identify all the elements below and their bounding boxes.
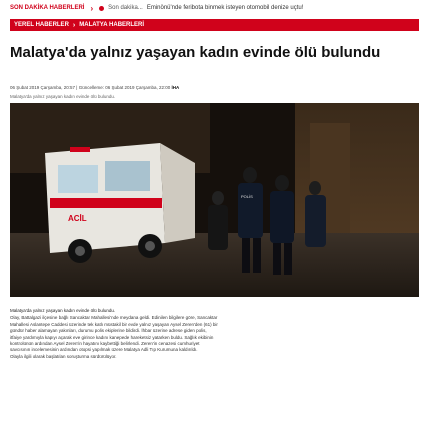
article-photo bbox=[10, 103, 419, 297]
article-line: Olay, Battalgazi ilçesine bağlı Sancaktar Mahallesi'nde meydana geldi. Edinilen bilgilere göre, Sancaktar bbox=[10, 315, 218, 321]
article-source: İHA bbox=[171, 85, 180, 90]
article-lead: Malatya'da yalnız yaşayan kadın evinde ölü bulundu. bbox=[10, 308, 116, 313]
bullet-icon bbox=[99, 6, 104, 11]
article-title: Malatya'da yalnız yaşayan kadın evinde ölü bulundu bbox=[10, 44, 381, 61]
ticker-headline-link[interactable]: Eminönü'nde feribota binmek isteyen otomobil denize uçtu! bbox=[146, 5, 304, 11]
chevron-right-icon: › bbox=[72, 21, 76, 29]
article-line: savcısının incelemesinin ardından otopsi yapılmak üzere Malatya Adli Tıp Kurumuna kaldırıldı. bbox=[10, 347, 198, 353]
article-line: Mahallesi Aslantepe Caddesi üzerinde tek katlı müstakil bir evde yalnız yaşayan Aysel Zeren'den (61) bir bbox=[10, 321, 218, 327]
breaking-news-ticker bbox=[0, 0, 429, 16]
image-caption: Malatya'da yalnız yaşayan kadın evinde ölü bulundu. bbox=[10, 94, 116, 99]
night-scene-illustration bbox=[10, 103, 419, 297]
ambulance-label: ACİL bbox=[68, 214, 87, 223]
article-body bbox=[10, 308, 419, 360]
chevron-right-icon: › bbox=[90, 3, 94, 13]
breadcrumb bbox=[10, 19, 419, 31]
ticker-label[interactable]: SON DAKİKA HABERLERİ bbox=[10, 5, 85, 11]
article-line: Olayla ilgili olarak başlatılan soruşturma sürdürülüyor. bbox=[10, 353, 117, 359]
breadcrumb-item-malatya[interactable]: MALATYA HABERLERİ bbox=[79, 22, 145, 28]
article-line: itfaiye yardımıyla kapıyı açarak eve girince kadını kanepede hareketsiz yatarken buldu. Sağlık ekibinin bbox=[10, 334, 214, 340]
article-line: kontrolünün ardından Aysel Zeren'in hayatını kaybettiği belirlendi. Zeren'in cenazesi cumhuriyet bbox=[10, 341, 200, 347]
breadcrumb-item-yerel[interactable]: YEREL HABERLER bbox=[14, 22, 69, 28]
police-label: POLİS bbox=[241, 194, 253, 199]
article-dates: 06 Şubat 2019 Çarşamba, 20:57 | Güncelleme: 06 Şubat 2019 Çarşamba, 22:00 bbox=[10, 85, 171, 90]
ticker-prefix: Son dakika... bbox=[108, 5, 143, 11]
article-meta bbox=[10, 85, 179, 90]
article-line: gündür haber alamayan yakınları, durumu polis ekiplerine bildirdi. İhbar üzerine adrese giden polis, bbox=[10, 328, 207, 334]
